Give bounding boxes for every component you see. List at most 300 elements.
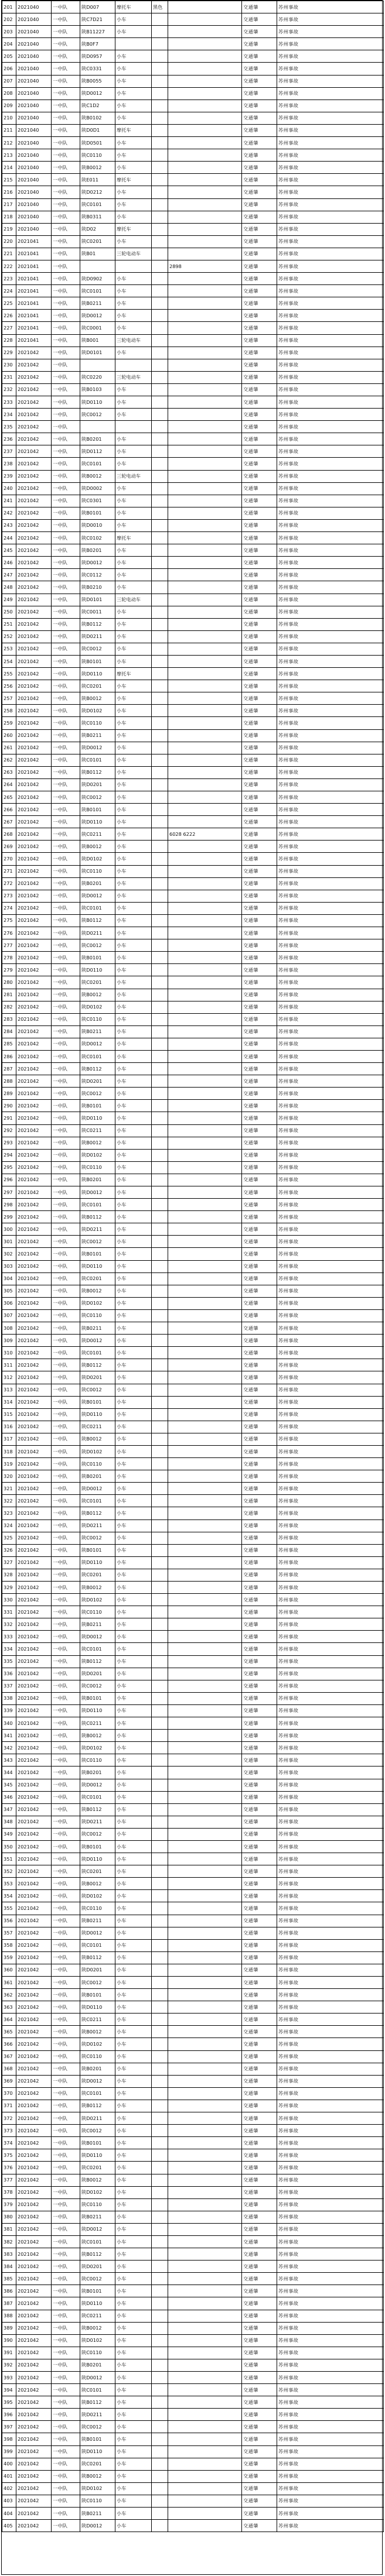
plate-cell: 陕D0211 bbox=[80, 1519, 115, 1532]
department-cell: 苏州事故 bbox=[277, 1445, 384, 1457]
unit-cell: 一中队 bbox=[52, 1767, 80, 1779]
table-row bbox=[2, 2347, 384, 2359]
case-type-cell: 交通肇 bbox=[242, 1, 277, 13]
plate-cell: 陕C0012 bbox=[80, 1384, 115, 1396]
color-cell bbox=[152, 1088, 168, 1100]
case-type-cell: 交通肇 bbox=[242, 594, 277, 606]
plate-cell: 陕B0201 bbox=[80, 544, 115, 557]
plate-cell: 陕C0110 bbox=[80, 865, 115, 877]
row-number-cell: 404 bbox=[2, 2508, 16, 2520]
vehicle-type-cell: 小车 bbox=[115, 1285, 152, 1297]
color-cell bbox=[152, 557, 168, 569]
row-number-cell: 284 bbox=[2, 1025, 16, 1038]
department-cell: 苏州事故 bbox=[277, 1, 384, 13]
case-type-cell: 交通肇 bbox=[242, 2396, 277, 2409]
note-cell bbox=[168, 2075, 242, 2087]
vehicle-type-cell: 小车 bbox=[115, 1309, 152, 1322]
case-type-cell: 交通肇 bbox=[242, 643, 277, 655]
row-number-cell: 396 bbox=[2, 2409, 16, 2421]
case-type-cell: 交通肇 bbox=[242, 1582, 277, 1594]
vehicle-type-cell: 摩托车 bbox=[115, 223, 152, 235]
unit-cell: 一中队 bbox=[52, 1211, 80, 1223]
vehicle-type-cell: 小车 bbox=[115, 63, 152, 75]
unit-cell: 一中队 bbox=[52, 1285, 80, 1297]
date-cell: 2021042 bbox=[16, 1272, 52, 1285]
date-cell: 2021042 bbox=[16, 828, 52, 841]
note-cell bbox=[168, 643, 242, 655]
row-number-cell: 254 bbox=[2, 655, 16, 667]
note-cell bbox=[168, 1100, 242, 1112]
department-cell: 苏州事故 bbox=[277, 2433, 384, 2445]
row-number-cell: 257 bbox=[2, 692, 16, 705]
case-type-cell: 交通肇 bbox=[242, 952, 277, 964]
date-cell: 2021042 bbox=[16, 964, 52, 976]
department-cell: 苏州事故 bbox=[277, 618, 384, 630]
unit-cell: 一中队 bbox=[52, 754, 80, 766]
color-cell bbox=[152, 1137, 168, 1149]
row-number-cell: 343 bbox=[2, 1754, 16, 1767]
plate-cell: 陕D0012 bbox=[80, 2520, 115, 2532]
case-type-cell: 交通肇 bbox=[242, 1853, 277, 1865]
color-cell bbox=[152, 1297, 168, 1309]
table-row bbox=[2, 1371, 384, 1384]
vehicle-type-cell: 小车 bbox=[115, 310, 152, 322]
color-cell bbox=[152, 976, 168, 989]
department-cell: 苏州事故 bbox=[277, 2038, 384, 2050]
unit-cell: 一中队 bbox=[52, 2470, 80, 2482]
plate-cell: 陕D0102 bbox=[80, 2186, 115, 2198]
vehicle-type-cell: 小车 bbox=[115, 816, 152, 828]
note-cell bbox=[168, 1519, 242, 1532]
note-cell bbox=[168, 50, 242, 63]
row-number-cell: 226 bbox=[2, 310, 16, 322]
plate-cell: 陕C1D2 bbox=[80, 100, 115, 112]
date-cell: 2021042 bbox=[16, 816, 52, 828]
department-cell: 苏州事故 bbox=[277, 976, 384, 989]
color-cell bbox=[152, 1853, 168, 1865]
row-number-cell: 249 bbox=[2, 594, 16, 606]
unit-cell: 一中队 bbox=[52, 952, 80, 964]
department-cell: 苏州事故 bbox=[277, 1853, 384, 1865]
note-cell bbox=[168, 1063, 242, 1075]
department-cell: 苏州事故 bbox=[277, 507, 384, 519]
vehicle-type-cell: 小车 bbox=[115, 705, 152, 717]
note-cell bbox=[168, 1915, 242, 1927]
row-number-cell: 239 bbox=[2, 470, 16, 482]
department-cell: 苏州事故 bbox=[277, 409, 384, 421]
department-cell: 苏州事故 bbox=[277, 680, 384, 692]
unit-cell: 一中队 bbox=[52, 828, 80, 841]
table-row bbox=[2, 594, 384, 606]
department-cell: 苏州事故 bbox=[277, 1779, 384, 1791]
table-row bbox=[2, 1309, 384, 1322]
case-type-cell: 交通肇 bbox=[242, 2186, 277, 2198]
table-row bbox=[2, 606, 384, 618]
table-row bbox=[2, 1618, 384, 1631]
unit-cell: 一中队 bbox=[52, 482, 80, 495]
plate-cell: 陕D0110 bbox=[80, 816, 115, 828]
color-cell bbox=[152, 482, 168, 495]
date-cell: 2021042 bbox=[16, 1643, 52, 1655]
unit-cell: 一中队 bbox=[52, 1655, 80, 1668]
unit-cell: 一中队 bbox=[52, 1828, 80, 1840]
color-cell bbox=[152, 1285, 168, 1297]
department-cell: 苏州事故 bbox=[277, 643, 384, 655]
date-cell: 2021041 bbox=[16, 235, 52, 248]
color-cell bbox=[152, 186, 168, 198]
table-row bbox=[2, 2372, 384, 2384]
color-cell bbox=[152, 470, 168, 482]
case-type-cell: 交通肇 bbox=[242, 1433, 277, 1445]
table-row bbox=[2, 162, 384, 174]
department-cell: 苏州事故 bbox=[277, 2322, 384, 2334]
color-cell bbox=[152, 939, 168, 952]
table-row bbox=[2, 877, 384, 890]
unit-cell: 一中队 bbox=[52, 87, 80, 100]
date-cell: 2021042 bbox=[16, 2125, 52, 2137]
department-cell: 苏州事故 bbox=[277, 100, 384, 112]
department-cell: 苏州事故 bbox=[277, 2050, 384, 2063]
case-type-cell: 交通肇 bbox=[242, 1655, 277, 1668]
color-cell bbox=[152, 964, 168, 976]
color-cell bbox=[152, 507, 168, 519]
case-type-cell: 交通肇 bbox=[242, 2520, 277, 2532]
table-row bbox=[2, 1236, 384, 1248]
color-cell bbox=[152, 2310, 168, 2322]
case-type-cell: 交通肇 bbox=[242, 409, 277, 421]
unit-cell: 一中队 bbox=[52, 717, 80, 729]
unit-cell: 一中队 bbox=[52, 927, 80, 939]
note-cell bbox=[168, 1668, 242, 1680]
row-number-cell: 390 bbox=[2, 2334, 16, 2347]
case-type-cell: 交通肇 bbox=[242, 1272, 277, 1285]
note-cell bbox=[168, 1137, 242, 1149]
vehicle-type-cell: 小车 bbox=[115, 1445, 152, 1457]
table-row bbox=[2, 75, 384, 87]
unit-cell: 一中队 bbox=[52, 2198, 80, 2211]
case-type-cell: 交通肇 bbox=[242, 865, 277, 877]
vehicle-type-cell: 小车 bbox=[115, 643, 152, 655]
table-row bbox=[2, 1643, 384, 1655]
row-number-cell: 361 bbox=[2, 1977, 16, 1989]
table-row bbox=[2, 816, 384, 828]
plate-cell: 陕D0012 bbox=[80, 2223, 115, 2235]
unit-cell: 一中队 bbox=[52, 841, 80, 853]
date-cell: 2021042 bbox=[16, 458, 52, 470]
department-cell: 苏州事故 bbox=[277, 1816, 384, 1828]
table-row bbox=[2, 2508, 384, 2520]
date-cell: 2021040 bbox=[16, 13, 52, 26]
color-cell bbox=[152, 865, 168, 877]
department-cell: 苏州事故 bbox=[277, 1063, 384, 1075]
color-cell bbox=[152, 1532, 168, 1544]
color-cell bbox=[152, 1174, 168, 1186]
plate-cell: 陕B0055 bbox=[80, 75, 115, 87]
unit-cell: 一中队 bbox=[52, 1507, 80, 1519]
department-cell: 苏州事故 bbox=[277, 260, 384, 272]
color-cell bbox=[152, 1754, 168, 1767]
department-cell: 苏州事故 bbox=[277, 581, 384, 594]
department-cell: 苏州事故 bbox=[277, 1631, 384, 1643]
color-cell bbox=[152, 902, 168, 914]
department-cell: 苏州事故 bbox=[277, 853, 384, 865]
department-cell: 苏州事故 bbox=[277, 754, 384, 766]
color-cell bbox=[152, 124, 168, 136]
case-type-cell: 交通肇 bbox=[242, 2223, 277, 2235]
plate-cell: 陕D0211 bbox=[80, 1223, 115, 1236]
department-cell: 苏州事故 bbox=[277, 816, 384, 828]
color-cell bbox=[152, 383, 168, 396]
date-cell: 2021042 bbox=[16, 1606, 52, 1618]
unit-cell: 一中队 bbox=[52, 618, 80, 630]
unit-cell: 一中队 bbox=[52, 1371, 80, 1384]
unit-cell: 一中队 bbox=[52, 1582, 80, 1594]
department-cell: 苏州事故 bbox=[277, 1371, 384, 1384]
date-cell: 2021040 bbox=[16, 1, 52, 13]
case-type-cell: 交通肇 bbox=[242, 2014, 277, 2026]
table-row bbox=[2, 2014, 384, 2026]
table-row bbox=[2, 778, 384, 791]
vehicle-type-cell: 三轮电动车 bbox=[115, 334, 152, 347]
table-row bbox=[2, 2322, 384, 2334]
table-row bbox=[2, 1025, 384, 1038]
row-number-cell: 336 bbox=[2, 1668, 16, 1680]
date-cell: 2021042 bbox=[16, 532, 52, 544]
row-number-cell: 222 bbox=[2, 260, 16, 272]
color-cell bbox=[152, 26, 168, 38]
row-number-cell: 269 bbox=[2, 841, 16, 853]
unit-cell: 一中队 bbox=[52, 297, 80, 310]
case-type-cell: 交通肇 bbox=[242, 2050, 277, 2063]
table-row bbox=[2, 1161, 384, 1174]
case-type-cell: 交通肇 bbox=[242, 1063, 277, 1075]
table-row bbox=[2, 1803, 384, 1816]
case-type-cell: 交通肇 bbox=[242, 668, 277, 680]
case-type-cell: 交通肇 bbox=[242, 2125, 277, 2137]
date-cell: 2021042 bbox=[16, 1779, 52, 1791]
note-cell bbox=[168, 1791, 242, 1803]
case-type-cell: 交通肇 bbox=[242, 557, 277, 569]
case-type-cell: 交通肇 bbox=[242, 717, 277, 729]
color-cell bbox=[152, 149, 168, 162]
vehicle-type-cell: 小车 bbox=[115, 976, 152, 989]
unit-cell: 一中队 bbox=[52, 1631, 80, 1643]
row-number-cell: 214 bbox=[2, 162, 16, 174]
row-number-cell: 245 bbox=[2, 544, 16, 557]
unit-cell: 一中队 bbox=[52, 2063, 80, 2075]
unit-cell: 一中队 bbox=[52, 630, 80, 643]
date-cell: 2021042 bbox=[16, 1149, 52, 1161]
unit-cell: 一中队 bbox=[52, 989, 80, 1001]
note-cell bbox=[168, 1421, 242, 1433]
plate-cell: 陕C0101 bbox=[80, 1643, 115, 1655]
note-cell bbox=[168, 1483, 242, 1495]
note-cell bbox=[168, 137, 242, 149]
department-cell: 苏州事故 bbox=[277, 569, 384, 581]
unit-cell: 一中队 bbox=[52, 2223, 80, 2235]
note-cell bbox=[168, 766, 242, 778]
plate-cell: 陕C0101 bbox=[80, 1939, 115, 1951]
note-cell bbox=[168, 1582, 242, 1594]
unit-cell: 一中队 bbox=[52, 1680, 80, 1692]
case-type-cell: 交通肇 bbox=[242, 1112, 277, 1124]
row-number-cell: 266 bbox=[2, 804, 16, 816]
note-cell bbox=[168, 2458, 242, 2470]
vehicle-type-cell: 小车 bbox=[115, 2359, 152, 2371]
date-cell: 2021042 bbox=[16, 729, 52, 742]
date-cell: 2021041 bbox=[16, 273, 52, 285]
row-number-cell: 201 bbox=[2, 1, 16, 13]
vehicle-type-cell: 小车 bbox=[115, 2470, 152, 2482]
table-row bbox=[2, 544, 384, 557]
department-cell: 苏州事故 bbox=[277, 1149, 384, 1161]
color-cell bbox=[152, 2050, 168, 2063]
date-cell: 2021042 bbox=[16, 1025, 52, 1038]
note-cell bbox=[168, 890, 242, 902]
table-row bbox=[2, 1124, 384, 1137]
table-row bbox=[2, 2285, 384, 2297]
date-cell: 2021040 bbox=[16, 26, 52, 38]
case-type-cell: 交通肇 bbox=[242, 2174, 277, 2186]
plate-cell: 陕B0211 bbox=[80, 1322, 115, 1335]
unit-cell: 一中队 bbox=[52, 1100, 80, 1112]
department-cell: 苏州事故 bbox=[277, 989, 384, 1001]
case-type-cell: 交通肇 bbox=[242, 334, 277, 347]
department-cell: 苏州事故 bbox=[277, 1100, 384, 1112]
date-cell: 2021042 bbox=[16, 1001, 52, 1013]
table-row bbox=[2, 581, 384, 594]
unit-cell: 一中队 bbox=[52, 1236, 80, 1248]
department-cell: 苏州事故 bbox=[277, 594, 384, 606]
row-number-cell: 289 bbox=[2, 1088, 16, 1100]
note-cell bbox=[168, 778, 242, 791]
note-cell bbox=[168, 273, 242, 285]
unit-cell: 一中队 bbox=[52, 2050, 80, 2063]
note-cell bbox=[168, 2162, 242, 2174]
row-number-cell: 265 bbox=[2, 791, 16, 804]
color-cell bbox=[152, 927, 168, 939]
department-cell: 苏州事故 bbox=[277, 1767, 384, 1779]
row-number-cell: 376 bbox=[2, 2162, 16, 2174]
row-number-cell: 348 bbox=[2, 1816, 16, 1828]
date-cell: 2021042 bbox=[16, 2149, 52, 2162]
date-cell: 2021042 bbox=[16, 2001, 52, 2014]
note-cell bbox=[168, 124, 242, 136]
case-type-cell: 交通肇 bbox=[242, 1223, 277, 1236]
note-cell bbox=[168, 334, 242, 347]
row-number-cell: 363 bbox=[2, 2001, 16, 2014]
plate-cell bbox=[80, 260, 115, 272]
color-cell bbox=[152, 1791, 168, 1803]
date-cell: 2021042 bbox=[16, 1458, 52, 1470]
date-cell: 2021042 bbox=[16, 841, 52, 853]
case-type-cell: 交通肇 bbox=[242, 2112, 277, 2125]
unit-cell: 一中队 bbox=[52, 2087, 80, 2100]
table-row bbox=[2, 1272, 384, 1285]
unit-cell: 一中队 bbox=[52, 433, 80, 445]
row-number-cell: 208 bbox=[2, 87, 16, 100]
plate-cell: 陕C0211 bbox=[80, 2014, 115, 2026]
row-number-cell: 285 bbox=[2, 1038, 16, 1050]
date-cell: 2021042 bbox=[16, 853, 52, 865]
unit-cell: 一中队 bbox=[52, 2211, 80, 2223]
table-row bbox=[2, 804, 384, 816]
vehicle-type-cell: 小车 bbox=[115, 1853, 152, 1865]
unit-cell: 一中队 bbox=[52, 1186, 80, 1199]
department-cell: 苏州事故 bbox=[277, 1174, 384, 1186]
color-cell bbox=[152, 1902, 168, 1915]
vehicle-type-cell: 三轮电动车 bbox=[115, 248, 152, 260]
case-type-cell: 交通肇 bbox=[242, 1445, 277, 1457]
date-cell: 2021041 bbox=[16, 334, 52, 347]
vehicle-type-cell: 小车 bbox=[115, 2421, 152, 2433]
color-cell bbox=[152, 2038, 168, 2050]
vehicle-type-cell: 小车 bbox=[115, 2285, 152, 2297]
vehicle-type-cell: 小车 bbox=[115, 1890, 152, 1902]
note-cell bbox=[168, 914, 242, 927]
department-cell: 苏州事故 bbox=[277, 1112, 384, 1124]
color-cell bbox=[152, 914, 168, 927]
row-number-cell: 339 bbox=[2, 1704, 16, 1717]
note-cell bbox=[168, 2198, 242, 2211]
department-cell: 苏州事故 bbox=[277, 766, 384, 778]
vehicle-type-cell: 小车 bbox=[115, 1112, 152, 1124]
color-cell bbox=[152, 1915, 168, 1927]
case-type-cell: 交通肇 bbox=[242, 532, 277, 544]
plate-cell: 陕B0201 bbox=[80, 2063, 115, 2075]
row-number-cell: 290 bbox=[2, 1100, 16, 1112]
table-row bbox=[2, 1556, 384, 1569]
plate-cell: 陕B0012 bbox=[80, 2026, 115, 2038]
vehicle-type-cell: 小车 bbox=[115, 2433, 152, 2445]
plate-cell: 陕C0101 bbox=[80, 2384, 115, 2396]
table-row bbox=[2, 1668, 384, 1680]
unit-cell: 一中队 bbox=[52, 1137, 80, 1149]
date-cell: 2021042 bbox=[16, 2235, 52, 2248]
department-cell: 苏州事故 bbox=[277, 1272, 384, 1285]
note-cell bbox=[168, 680, 242, 692]
row-number-cell: 294 bbox=[2, 1149, 16, 1161]
plate-cell: 陕C0012 bbox=[80, 1236, 115, 1248]
case-type-cell: 交通肇 bbox=[242, 75, 277, 87]
note-cell bbox=[168, 1272, 242, 1285]
plate-cell: 陕D0211 bbox=[80, 927, 115, 939]
note-cell bbox=[168, 112, 242, 124]
table-row bbox=[2, 1853, 384, 1865]
table-row bbox=[2, 1816, 384, 1828]
plate-cell: 陕D0957 bbox=[80, 50, 115, 63]
case-type-cell: 交通肇 bbox=[242, 581, 277, 594]
plate-cell: 陕B0211 bbox=[80, 1025, 115, 1038]
case-type-cell: 交通肇 bbox=[242, 507, 277, 519]
vehicle-type-cell: 小车 bbox=[115, 297, 152, 310]
unit-cell: 一中队 bbox=[52, 853, 80, 865]
vehicle-type-cell: 小车 bbox=[115, 2001, 152, 2014]
vehicle-type-cell: 小车 bbox=[115, 1088, 152, 1100]
note-cell bbox=[168, 13, 242, 26]
table-row bbox=[2, 828, 384, 841]
vehicle-type-cell: 小车 bbox=[115, 186, 152, 198]
unit-cell: 一中队 bbox=[52, 198, 80, 211]
date-cell: 2021042 bbox=[16, 2396, 52, 2409]
color-cell bbox=[152, 877, 168, 890]
unit-cell: 一中队 bbox=[52, 680, 80, 692]
date-cell: 2021042 bbox=[16, 1075, 52, 1088]
plate-cell: 陕B0201 bbox=[80, 2359, 115, 2371]
note-cell bbox=[168, 1309, 242, 1322]
color-cell bbox=[152, 1692, 168, 1704]
department-cell: 苏州事故 bbox=[277, 38, 384, 50]
